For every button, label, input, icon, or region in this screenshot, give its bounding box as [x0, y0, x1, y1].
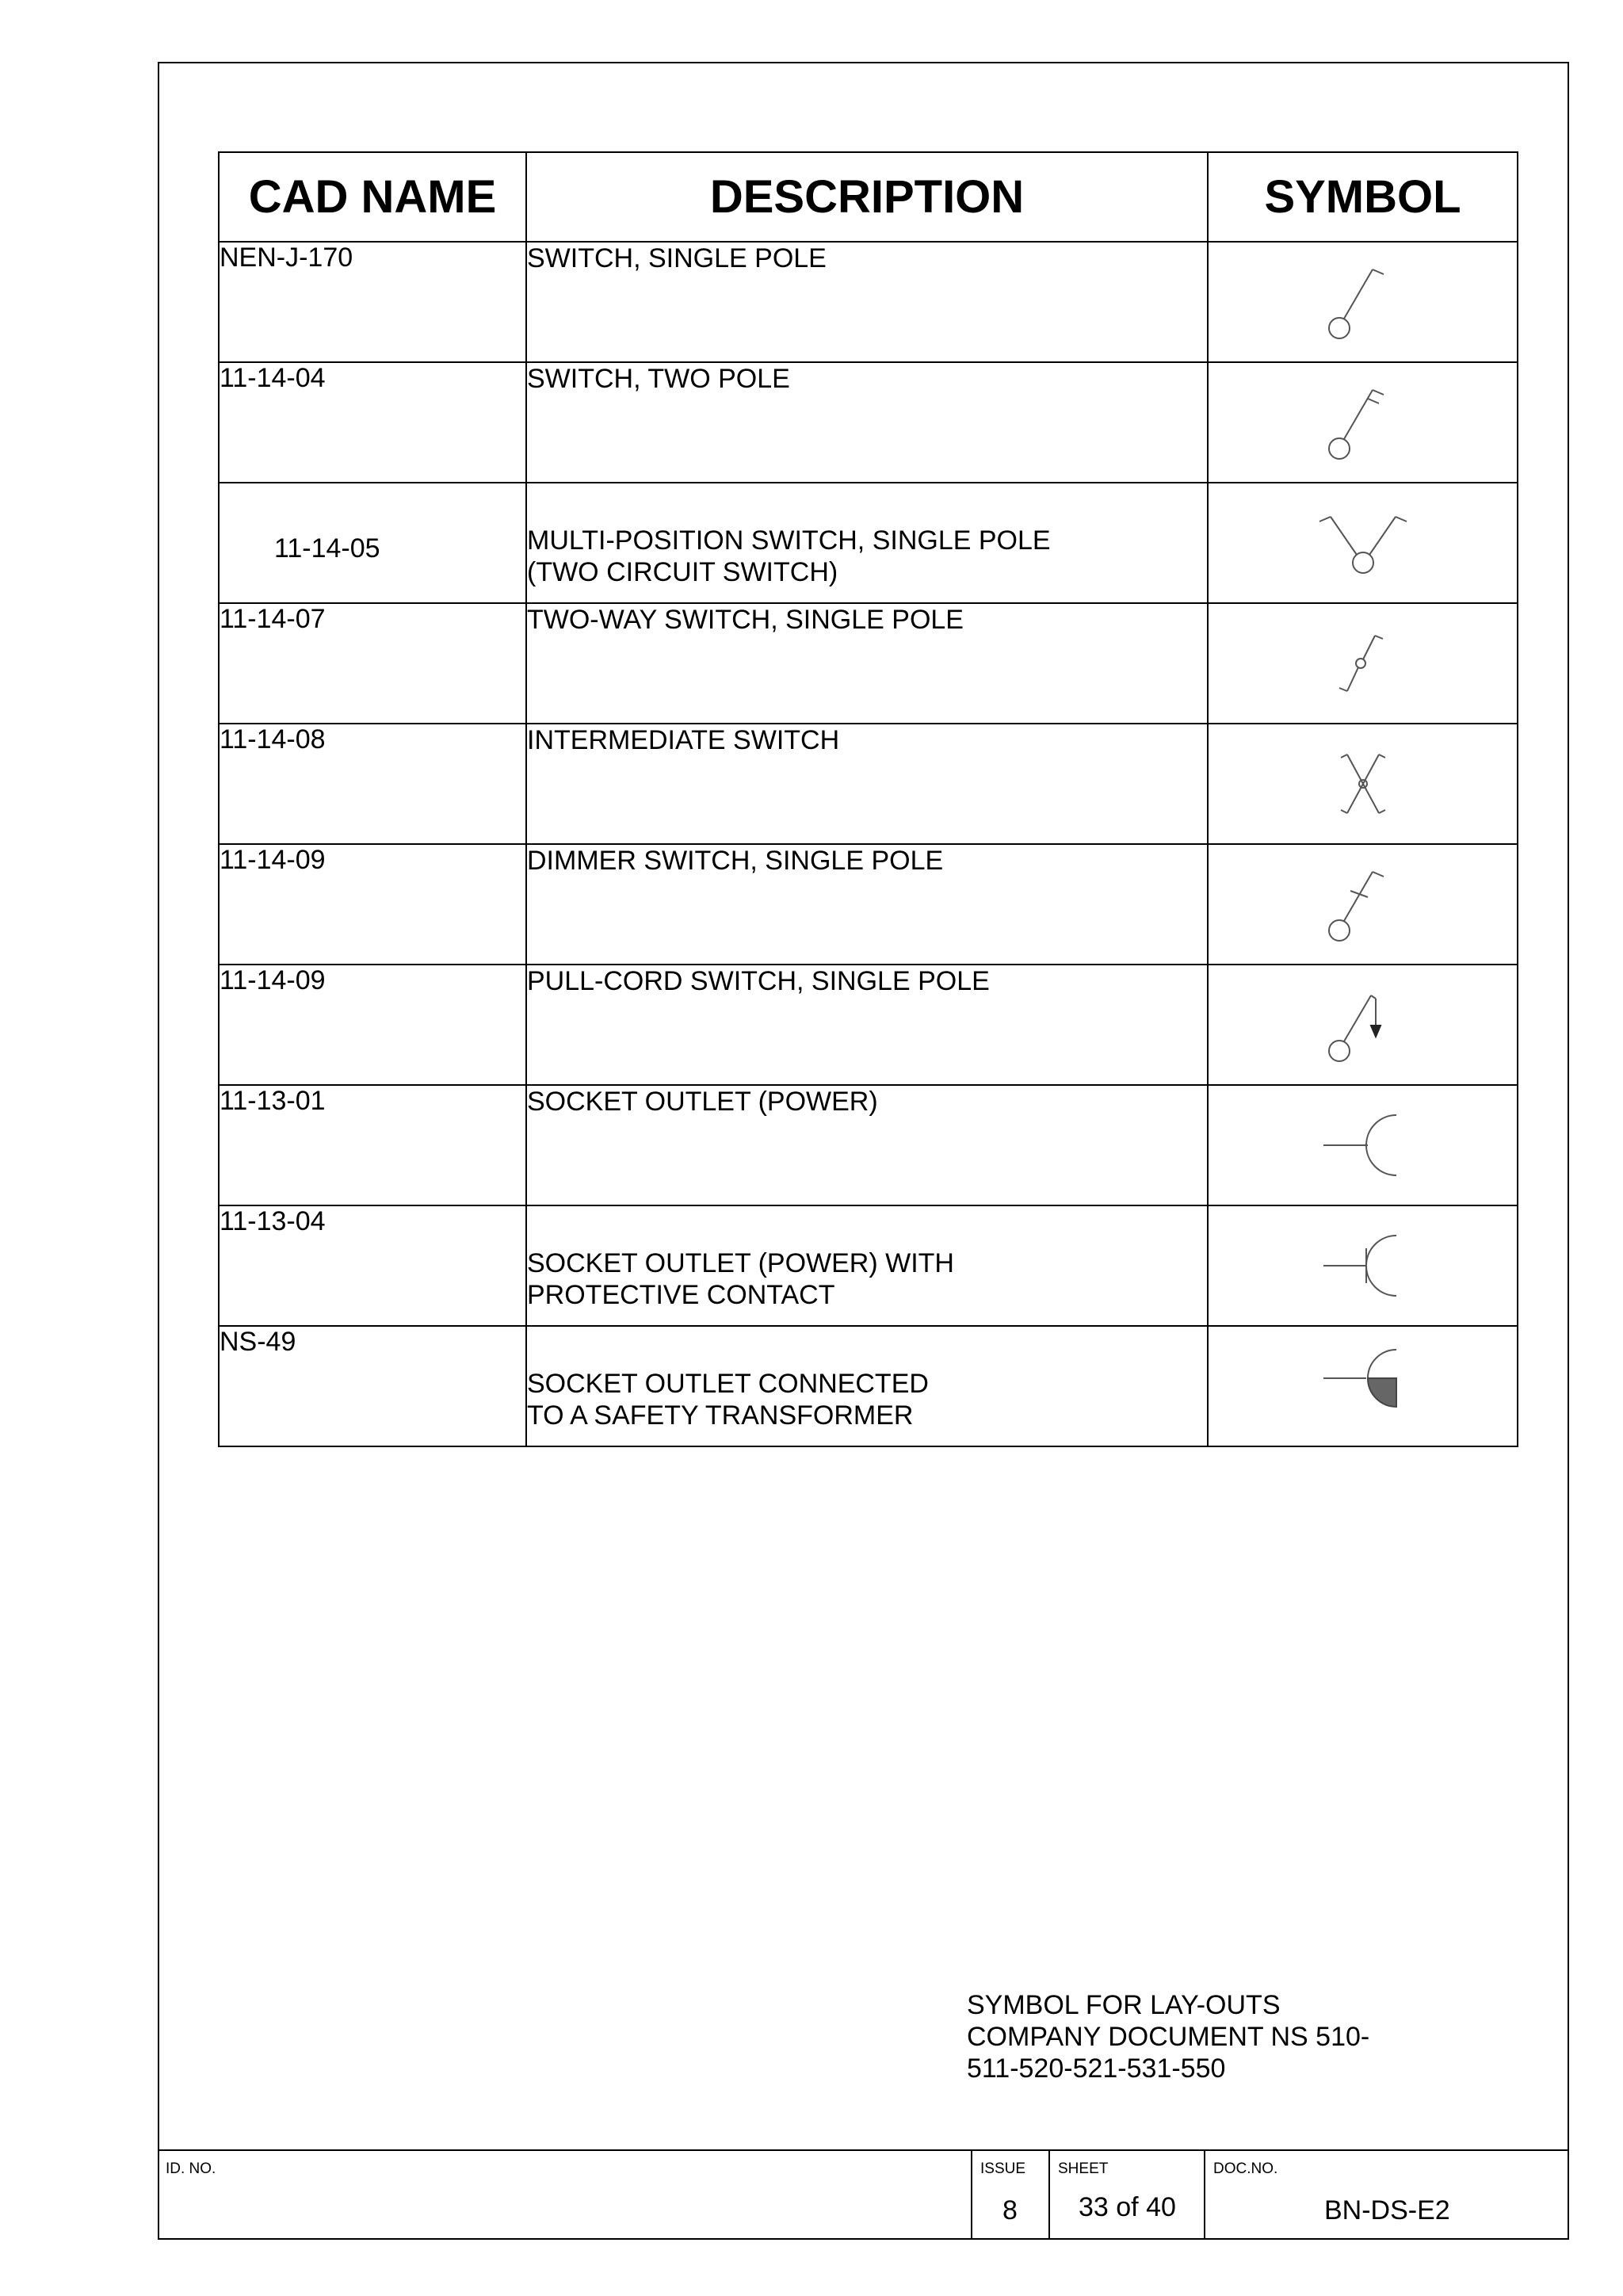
doc-no-label: DOC.NO. — [1213, 2160, 1278, 2177]
symbol-cell — [1208, 1205, 1518, 1326]
table-row — [219, 844, 1518, 965]
table-row — [219, 603, 1518, 724]
description-line: (TWO CIRCUIT SWITCH) — [527, 557, 838, 587]
description-line: SOCKET OUTLET (POWER) — [527, 1087, 878, 1117]
two-way-switch-icon — [1316, 620, 1411, 707]
cad-name-cell: 11-14-05 — [219, 483, 526, 603]
switch-two-pole-icon — [1316, 379, 1411, 466]
sheet-label: SHEET — [1058, 2160, 1109, 2177]
description-cell — [526, 362, 1208, 483]
doc-no-value: BN-DS-E2 — [1324, 2195, 1450, 2225]
description-cell — [526, 603, 1208, 724]
footer-title-strip — [158, 2149, 1569, 2240]
description-cell — [526, 844, 1208, 965]
description-line: PULL-CORD SWITCH, SINGLE POLE — [527, 966, 990, 996]
multi-position-switch-icon — [1312, 499, 1415, 586]
description-line: SOCKET OUTLET CONNECTED — [527, 1369, 929, 1399]
symbol-table — [218, 151, 1518, 1447]
symbol-cell — [1208, 1326, 1518, 1446]
title-line: 511-520-521-531-550 — [967, 2053, 1226, 2084]
document-title-block — [967, 1989, 1369, 2084]
issue-label: ISSUE — [980, 2160, 1026, 2177]
symbol-cell — [1208, 362, 1518, 483]
description-line: DIMMER SWITCH, SINGLE POLE — [527, 846, 944, 876]
socket-outlet-safety-transformer-icon — [1316, 1343, 1411, 1430]
symbol-cell — [1208, 242, 1518, 362]
issue-value: 8 — [1002, 2195, 1018, 2225]
cad-name-cell: 11-13-01 — [219, 1085, 526, 1205]
table-row — [219, 362, 1518, 483]
description-cell — [526, 1085, 1208, 1205]
description-line: SWITCH, SINGLE POLE — [527, 243, 827, 273]
symbol-cell — [1208, 724, 1518, 844]
dimmer-switch-icon — [1316, 861, 1411, 948]
description-cell — [526, 965, 1208, 1085]
table-row — [219, 483, 1518, 603]
description-line: SWITCH, TWO POLE — [527, 364, 790, 394]
issue-cell — [971, 2151, 1048, 2240]
header-symbol: SYMBOL — [1208, 152, 1518, 242]
table-row — [219, 965, 1518, 1085]
socket-outlet-protective-contact-icon — [1316, 1222, 1411, 1309]
description-cell — [526, 724, 1208, 844]
title-line: SYMBOL FOR LAY-OUTS — [967, 1990, 1281, 2020]
sheet-value: 33 of 40 — [1079, 2192, 1176, 2222]
table-header-row — [219, 152, 1518, 242]
description-cell — [526, 1326, 1208, 1446]
intermediate-switch-icon — [1316, 740, 1411, 827]
description-line: INTERMEDIATE SWITCH — [527, 725, 840, 755]
description-line: TO A SAFETY TRANSFORMER — [527, 1400, 914, 1431]
table-row — [219, 1205, 1518, 1326]
cad-name-cell: NS-49 — [219, 1326, 526, 1446]
description-cell — [526, 483, 1208, 603]
pull-cord-switch-icon — [1316, 981, 1411, 1068]
title-line: COMPANY DOCUMENT NS 510- — [967, 2022, 1370, 2052]
header-cad-name: CAD NAME — [219, 152, 526, 242]
table-row — [219, 242, 1518, 362]
description-line: MULTI-POSITION SWITCH, SINGLE POLE — [527, 525, 1051, 556]
id-no-label: ID. NO. — [166, 2160, 216, 2177]
cad-name-cell: 11-14-07 — [219, 603, 526, 724]
symbol-cell — [1208, 603, 1518, 724]
socket-outlet-icon — [1316, 1102, 1411, 1189]
table-row — [219, 1326, 1518, 1446]
symbol-cell — [1208, 844, 1518, 965]
switch-single-pole-icon — [1316, 258, 1411, 346]
doc-no-cell — [1204, 2151, 1568, 2240]
description-cell — [526, 242, 1208, 362]
cad-name-cell: 11-14-04 — [219, 362, 526, 483]
cad-name-cell: 11-14-09 — [219, 844, 526, 965]
header-description: DESCRIPTION — [526, 152, 1208, 242]
description-line: PROTECTIVE CONTACT — [527, 1280, 835, 1310]
id-no-cell — [158, 2151, 971, 2240]
description-cell — [526, 1205, 1208, 1326]
cad-name-cell: 11-13-04 — [219, 1205, 526, 1326]
cad-name-cell: 11-14-08 — [219, 724, 526, 844]
description-line: SOCKET OUTLET (POWER) WITH — [527, 1248, 954, 1278]
description-line: TWO-WAY SWITCH, SINGLE POLE — [527, 605, 964, 635]
cad-name-cell: NEN-J-170 — [219, 242, 526, 362]
symbol-cell — [1208, 965, 1518, 1085]
table-row — [219, 724, 1518, 844]
cad-name-cell: 11-14-09 — [219, 965, 526, 1085]
symbol-cell — [1208, 483, 1518, 603]
symbol-cell — [1208, 1085, 1518, 1205]
table-row — [219, 1085, 1518, 1205]
sheet-cell — [1048, 2151, 1204, 2240]
